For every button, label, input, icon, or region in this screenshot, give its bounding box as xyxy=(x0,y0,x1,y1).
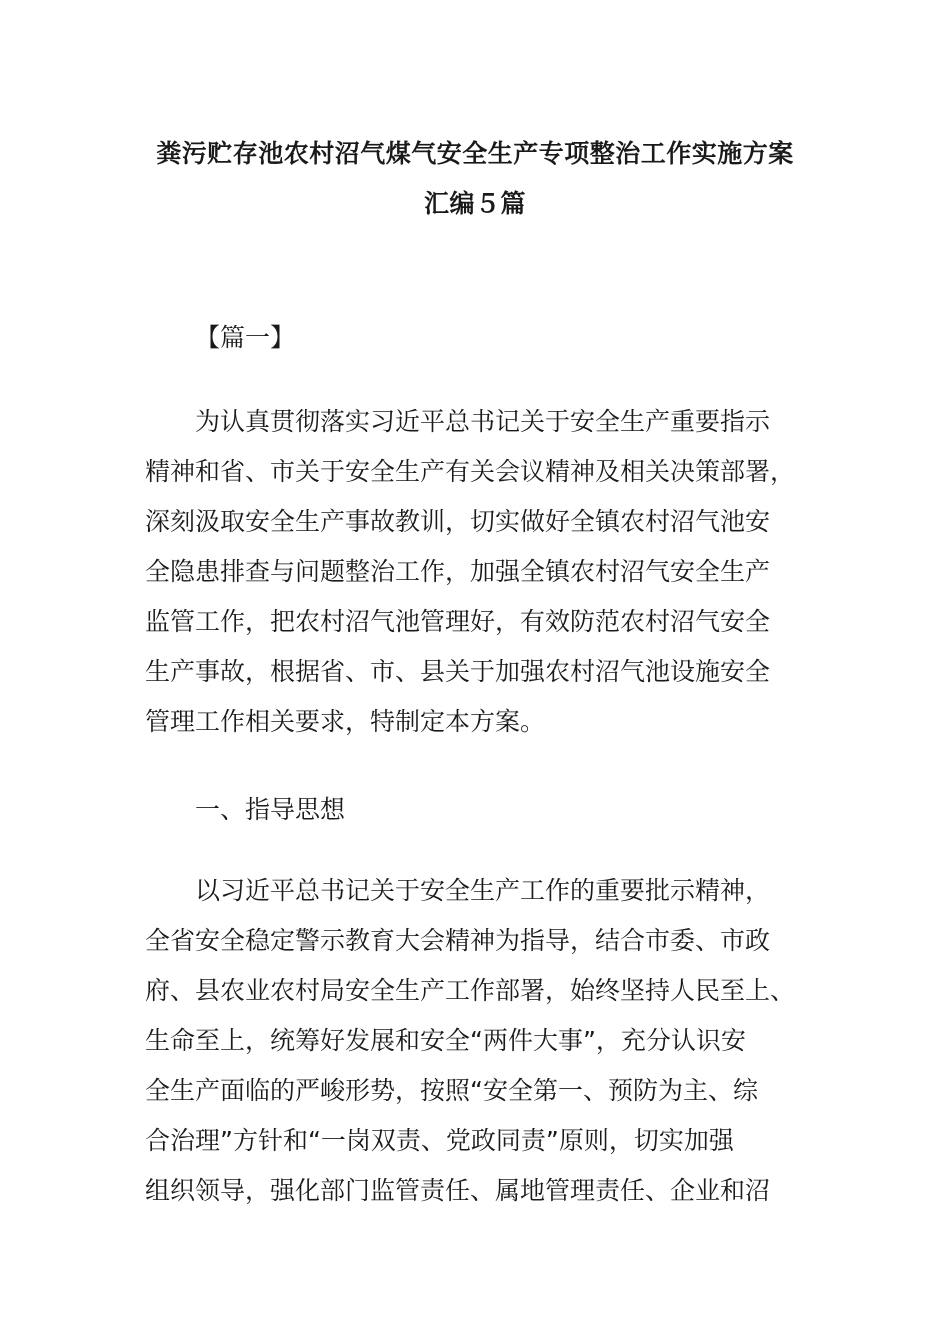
paragraph-line: 精神和省、市关于安全生产有关会议精神及相关决策部署， xyxy=(145,457,796,486)
paragraph-line: 全省安全稳定警示教育大会精神为指导，结合市委、市政 xyxy=(145,926,771,955)
paragraph-line: 生产事故，根据省、市、县关于加强农村沼气池设施安全 xyxy=(145,657,771,686)
paragraph-line: 为认真贯彻落实习近平总书记关于安全生产重要指示 xyxy=(195,407,771,436)
section-marker: 【篇一】 xyxy=(195,323,296,352)
paragraph-line: 组织领导，强化部门监管责任、属地管理责任、企业和沼 xyxy=(145,1176,771,1205)
paragraph-line: 合治理”方针和“一岗双责、党政同责”原则，切实加强 xyxy=(145,1126,734,1155)
paragraph-line: 府、县农业农村局安全生产工作部署，始终坚持人民至上、 xyxy=(145,976,796,1005)
document-title-line-1: 粪污贮存池农村沼气煤气安全生产专项整治工作实施方案 xyxy=(156,139,794,168)
paragraph-line: 以习近平总书记关于安全生产工作的重要批示精神， xyxy=(195,876,771,905)
paragraph-line: 全隐患排查与问题整治工作，加强全镇农村沼气安全生产 xyxy=(145,557,771,586)
paragraph-line: 生命至上，统筹好发展和安全“两件大事”，充分认识安 xyxy=(145,1026,746,1055)
document-title-line-2: 汇编５篇 xyxy=(423,189,526,218)
section-heading-guidance: 一、指导思想 xyxy=(195,795,346,824)
guidance-paragraph xyxy=(145,866,815,1216)
paragraph-line: 深刻汲取安全生产事故教训，切实做好全镇农村沼气池安 xyxy=(145,507,771,536)
paragraph-line: 监管工作，把农村沼气池管理好，有效防范农村沼气安全 xyxy=(145,607,771,636)
paragraph-line: 管理工作相关要求，特制定本方案。 xyxy=(145,707,546,736)
intro-paragraph xyxy=(145,397,815,747)
paragraph-line: 全生产面临的严峻形势，按照“安全第一、预防为主、综 xyxy=(145,1076,758,1105)
